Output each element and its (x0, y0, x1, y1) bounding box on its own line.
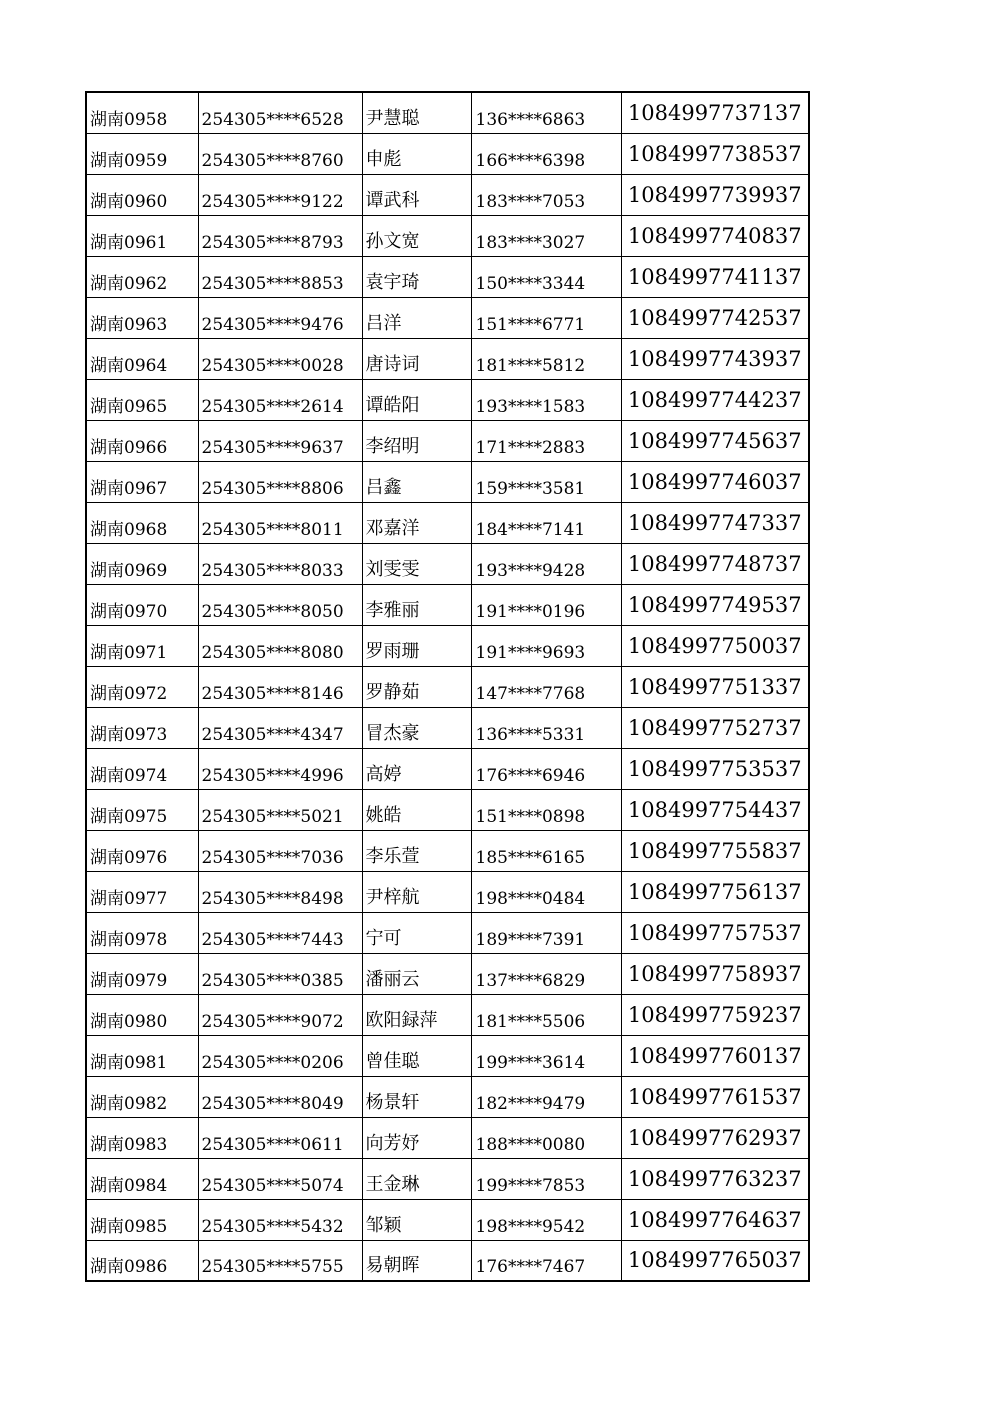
table-row (86, 1035, 809, 1076)
serial-cell: 湖南0973 (86, 707, 198, 748)
id-number-cell: 254305****8806 (198, 461, 362, 502)
name-cell: 申彪 (362, 133, 471, 174)
table-row (86, 748, 809, 789)
id-number-cell: 254305****8760 (198, 133, 362, 174)
id-number-cell: 254305****8853 (198, 256, 362, 297)
table-row (86, 256, 809, 297)
name-cell: 唐诗词 (362, 338, 471, 379)
name-cell: 罗静茹 (362, 666, 471, 707)
table-row (86, 584, 809, 625)
phone-cell: 181****5506 (471, 994, 621, 1035)
tracking-number-cell: 1084997761537 (621, 1076, 809, 1117)
table-row (86, 338, 809, 379)
id-number-cell: 254305****0611 (198, 1117, 362, 1158)
id-number-cell: 254305****8049 (198, 1076, 362, 1117)
phone-cell: 191****9693 (471, 625, 621, 666)
id-number-cell: 254305****8011 (198, 502, 362, 543)
records-table (85, 91, 810, 1282)
serial-cell: 湖南0972 (86, 666, 198, 707)
table-row (86, 297, 809, 338)
phone-cell: 193****9428 (471, 543, 621, 584)
id-number-cell: 254305****8146 (198, 666, 362, 707)
serial-cell: 湖南0959 (86, 133, 198, 174)
tracking-number-cell: 1084997751337 (621, 666, 809, 707)
phone-cell: 171****2883 (471, 420, 621, 461)
phone-cell: 199****7853 (471, 1158, 621, 1199)
name-cell: 尹慧聪 (362, 92, 471, 133)
name-cell: 罗雨珊 (362, 625, 471, 666)
serial-cell: 湖南0986 (86, 1240, 198, 1281)
table-row (86, 1076, 809, 1117)
serial-cell: 湖南0975 (86, 789, 198, 830)
name-cell: 尹梓航 (362, 871, 471, 912)
name-cell: 刘雯雯 (362, 543, 471, 584)
id-number-cell: 254305****8498 (198, 871, 362, 912)
serial-cell: 湖南0979 (86, 953, 198, 994)
table-row (86, 994, 809, 1035)
table-row (86, 174, 809, 215)
name-cell: 邓嘉洋 (362, 502, 471, 543)
id-number-cell: 254305****9072 (198, 994, 362, 1035)
name-cell: 李雅丽 (362, 584, 471, 625)
id-number-cell: 254305****5074 (198, 1158, 362, 1199)
table-row (86, 461, 809, 502)
id-number-cell: 254305****9637 (198, 420, 362, 461)
serial-cell: 湖南0963 (86, 297, 198, 338)
id-number-cell: 254305****7443 (198, 912, 362, 953)
table-row (86, 1158, 809, 1199)
serial-cell: 湖南0985 (86, 1199, 198, 1240)
name-cell: 孙文宽 (362, 215, 471, 256)
tracking-number-cell: 1084997762937 (621, 1117, 809, 1158)
tracking-number-cell: 1084997756137 (621, 871, 809, 912)
name-cell: 谭皓阳 (362, 379, 471, 420)
tracking-number-cell: 1084997764637 (621, 1199, 809, 1240)
table-row (86, 543, 809, 584)
phone-cell: 182****9479 (471, 1076, 621, 1117)
name-cell: 邹颖 (362, 1199, 471, 1240)
phone-cell: 189****7391 (471, 912, 621, 953)
serial-cell: 湖南0981 (86, 1035, 198, 1076)
table-row (86, 830, 809, 871)
phone-cell: 181****5812 (471, 338, 621, 379)
phone-cell: 137****6829 (471, 953, 621, 994)
tracking-number-cell: 1084997747337 (621, 502, 809, 543)
phone-cell: 151****6771 (471, 297, 621, 338)
table-row (86, 379, 809, 420)
name-cell: 谭武科 (362, 174, 471, 215)
id-number-cell: 254305****7036 (198, 830, 362, 871)
id-number-cell: 254305****0028 (198, 338, 362, 379)
tracking-number-cell: 1084997758937 (621, 953, 809, 994)
serial-cell: 湖南0970 (86, 584, 198, 625)
table-row (86, 1240, 809, 1281)
table-row (86, 912, 809, 953)
phone-cell: 198****9542 (471, 1199, 621, 1240)
serial-cell: 湖南0961 (86, 215, 198, 256)
tracking-number-cell: 1084997755837 (621, 830, 809, 871)
serial-cell: 湖南0971 (86, 625, 198, 666)
phone-cell: 188****0080 (471, 1117, 621, 1158)
phone-cell: 191****0196 (471, 584, 621, 625)
tracking-number-cell: 1084997752737 (621, 707, 809, 748)
name-cell: 向芳妤 (362, 1117, 471, 1158)
phone-cell: 183****3027 (471, 215, 621, 256)
serial-cell: 湖南0978 (86, 912, 198, 953)
name-cell: 曾佳聪 (362, 1035, 471, 1076)
tracking-number-cell: 1084997753537 (621, 748, 809, 789)
phone-cell: 151****0898 (471, 789, 621, 830)
table-row (86, 1199, 809, 1240)
table-row (86, 502, 809, 543)
id-number-cell: 254305****5432 (198, 1199, 362, 1240)
name-cell: 李乐萱 (362, 830, 471, 871)
name-cell: 王金琳 (362, 1158, 471, 1199)
serial-cell: 湖南0976 (86, 830, 198, 871)
phone-cell: 183****7053 (471, 174, 621, 215)
tracking-number-cell: 1084997759237 (621, 994, 809, 1035)
tracking-number-cell: 1084997744237 (621, 379, 809, 420)
records-table-body (86, 92, 809, 1281)
id-number-cell: 254305****5021 (198, 789, 362, 830)
tracking-number-cell: 1084997746037 (621, 461, 809, 502)
table-row (86, 215, 809, 256)
tracking-number-cell: 1084997739937 (621, 174, 809, 215)
table-row (86, 871, 809, 912)
tracking-number-cell: 1084997737137 (621, 92, 809, 133)
id-number-cell: 254305****8793 (198, 215, 362, 256)
table-row (86, 625, 809, 666)
serial-cell: 湖南0958 (86, 92, 198, 133)
name-cell: 吕洋 (362, 297, 471, 338)
serial-cell: 湖南0968 (86, 502, 198, 543)
serial-cell: 湖南0983 (86, 1117, 198, 1158)
serial-cell: 湖南0965 (86, 379, 198, 420)
name-cell: 姚皓 (362, 789, 471, 830)
table-row (86, 789, 809, 830)
phone-cell: 136****6863 (471, 92, 621, 133)
tracking-number-cell: 1084997748737 (621, 543, 809, 584)
name-cell: 欧阳録萍 (362, 994, 471, 1035)
phone-cell: 166****6398 (471, 133, 621, 174)
phone-cell: 159****3581 (471, 461, 621, 502)
phone-cell: 199****3614 (471, 1035, 621, 1076)
phone-cell: 184****7141 (471, 502, 621, 543)
table-row (86, 92, 809, 133)
id-number-cell: 254305****8080 (198, 625, 362, 666)
id-number-cell: 254305****9122 (198, 174, 362, 215)
phone-cell: 193****1583 (471, 379, 621, 420)
phone-cell: 185****6165 (471, 830, 621, 871)
tracking-number-cell: 1084997740837 (621, 215, 809, 256)
serial-cell: 湖南0974 (86, 748, 198, 789)
id-number-cell: 254305****6528 (198, 92, 362, 133)
serial-cell: 湖南0980 (86, 994, 198, 1035)
tracking-number-cell: 1084997749537 (621, 584, 809, 625)
phone-cell: 147****7768 (471, 666, 621, 707)
table-row (86, 1117, 809, 1158)
phone-cell: 198****0484 (471, 871, 621, 912)
tracking-number-cell: 1084997738537 (621, 133, 809, 174)
tracking-number-cell: 1084997765037 (621, 1240, 809, 1281)
tracking-number-cell: 1084997760137 (621, 1035, 809, 1076)
name-cell: 冒杰豪 (362, 707, 471, 748)
serial-cell: 湖南0964 (86, 338, 198, 379)
tracking-number-cell: 1084997763237 (621, 1158, 809, 1199)
table-row (86, 707, 809, 748)
name-cell: 杨景轩 (362, 1076, 471, 1117)
tracking-number-cell: 1084997754437 (621, 789, 809, 830)
phone-cell: 176****6946 (471, 748, 621, 789)
serial-cell: 湖南0966 (86, 420, 198, 461)
tracking-number-cell: 1084997743937 (621, 338, 809, 379)
name-cell: 高婷 (362, 748, 471, 789)
table-row (86, 666, 809, 707)
serial-cell: 湖南0984 (86, 1158, 198, 1199)
phone-cell: 150****3344 (471, 256, 621, 297)
id-number-cell: 254305****8033 (198, 543, 362, 584)
id-number-cell: 254305****5755 (198, 1240, 362, 1281)
id-number-cell: 254305****9476 (198, 297, 362, 338)
table-row (86, 133, 809, 174)
serial-cell: 湖南0960 (86, 174, 198, 215)
tracking-number-cell: 1084997750037 (621, 625, 809, 666)
name-cell: 李绍明 (362, 420, 471, 461)
tracking-number-cell: 1084997741137 (621, 256, 809, 297)
name-cell: 袁宇琦 (362, 256, 471, 297)
table-row (86, 420, 809, 461)
table-row (86, 953, 809, 994)
id-number-cell: 254305****0206 (198, 1035, 362, 1076)
name-cell: 潘丽云 (362, 953, 471, 994)
serial-cell: 湖南0982 (86, 1076, 198, 1117)
id-number-cell: 254305****4347 (198, 707, 362, 748)
id-number-cell: 254305****8050 (198, 584, 362, 625)
phone-cell: 176****7467 (471, 1240, 621, 1281)
name-cell: 吕鑫 (362, 461, 471, 502)
name-cell: 易朝晖 (362, 1240, 471, 1281)
phone-cell: 136****5331 (471, 707, 621, 748)
serial-cell: 湖南0962 (86, 256, 198, 297)
id-number-cell: 254305****2614 (198, 379, 362, 420)
serial-cell: 湖南0969 (86, 543, 198, 584)
tracking-number-cell: 1084997757537 (621, 912, 809, 953)
serial-cell: 湖南0967 (86, 461, 198, 502)
id-number-cell: 254305****4996 (198, 748, 362, 789)
serial-cell: 湖南0977 (86, 871, 198, 912)
tracking-number-cell: 1084997742537 (621, 297, 809, 338)
id-number-cell: 254305****0385 (198, 953, 362, 994)
tracking-number-cell: 1084997745637 (621, 420, 809, 461)
name-cell: 宁可 (362, 912, 471, 953)
